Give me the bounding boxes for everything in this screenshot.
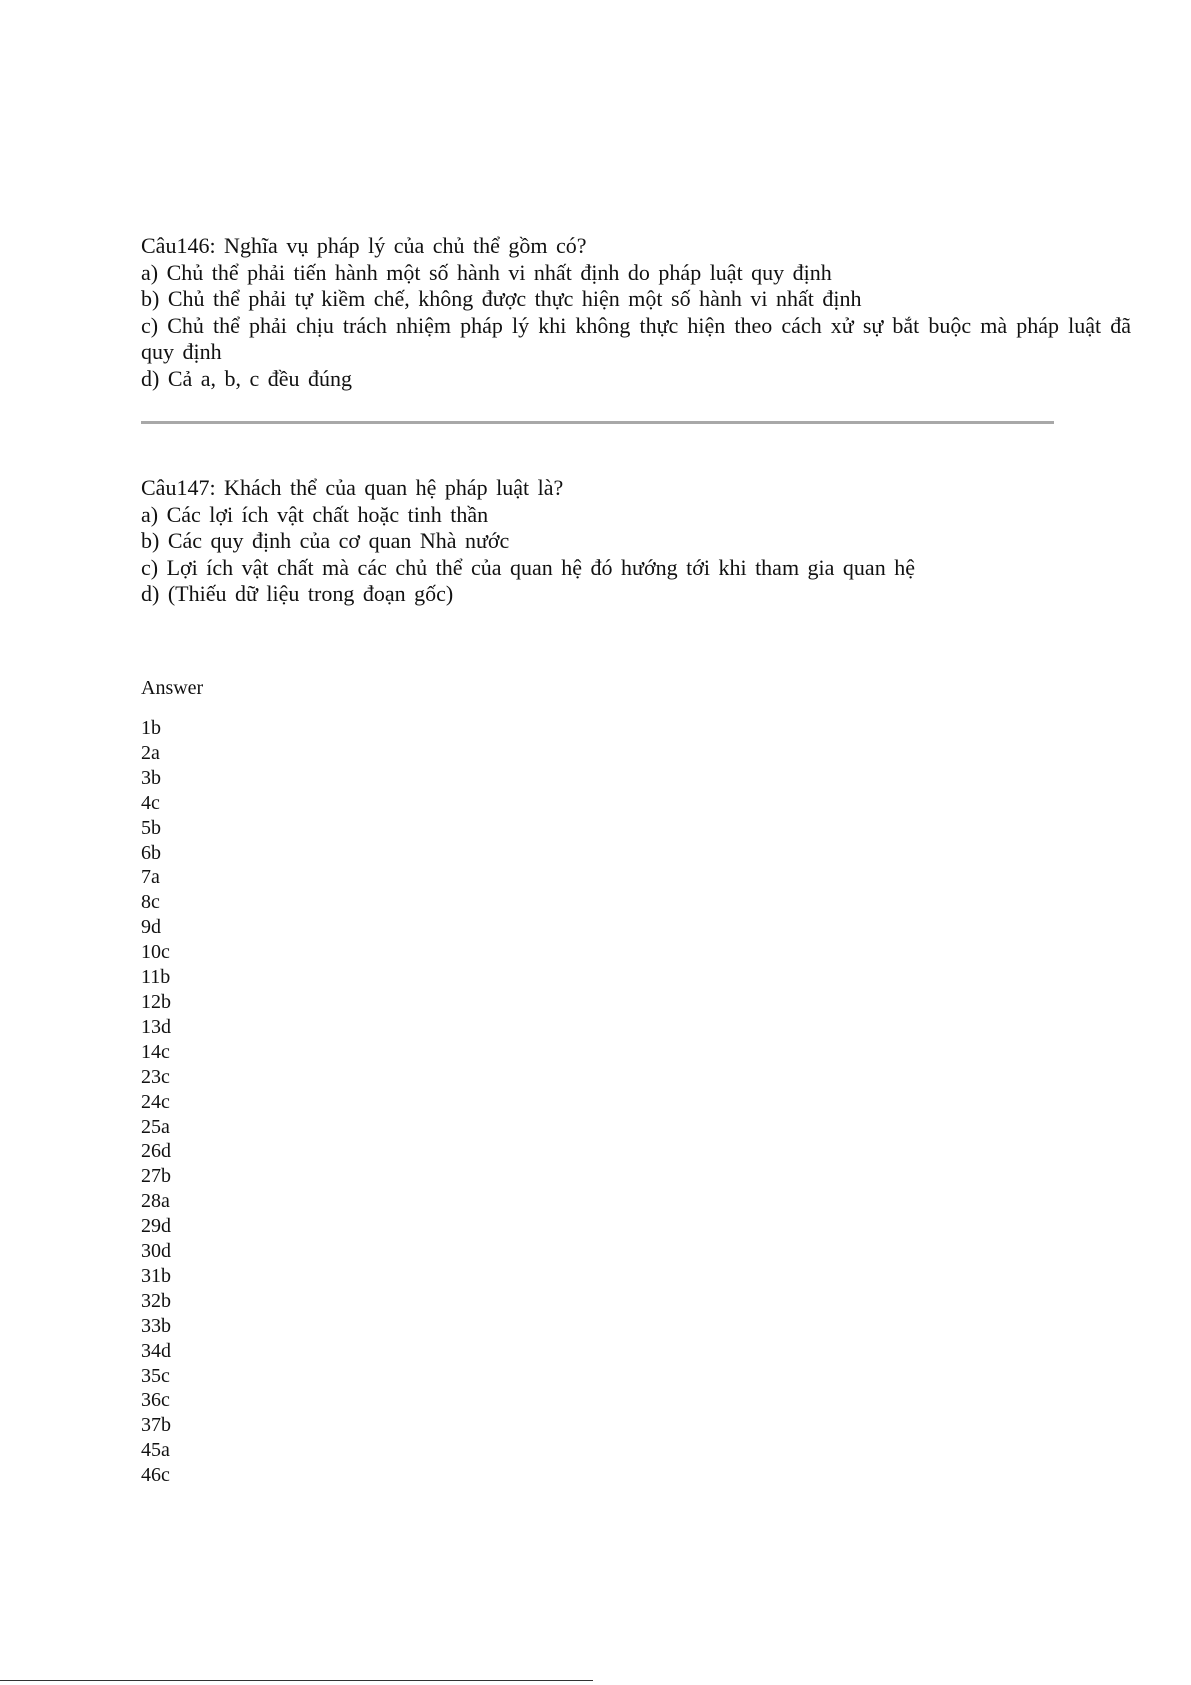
answer-key-item: 29d (141, 1215, 171, 1238)
answer-key-list (141, 716, 171, 1488)
answer-option-a: a) Chủ thể phải tiến hành một số hành vi nhất định do pháp luật quy định (141, 259, 832, 285)
answer-key-item: 34d (141, 1339, 171, 1362)
answer-key-item: 5b (141, 816, 161, 839)
answer-key-item: 26d (141, 1140, 171, 1163)
question-146 (141, 233, 1131, 392)
answer-key-item: 6b (141, 841, 161, 864)
question-147 (141, 475, 1131, 608)
answer-key-item: 9d (141, 916, 161, 939)
answer-key-item: 11b (141, 966, 171, 989)
answer-key-item: 35c (141, 1364, 170, 1387)
answer-key-item: 3b (141, 766, 161, 789)
answer-key-item: 33b (141, 1314, 171, 1337)
answer-key-item: 36c (141, 1389, 170, 1412)
answer-key-item: 25a (141, 1115, 170, 1138)
answer-key-item: 30d (141, 1240, 171, 1263)
answer-key-item: 12b (141, 990, 171, 1013)
answer-option-c: c) Lợi ích vật chất mà các chủ thể của quan hệ đó hướng tới khi tham gia quan hệ (141, 554, 915, 580)
answer-option-a: a) Các lợi ích vật chất hoặc tinh thần (141, 501, 489, 527)
answer-option-c: c) Chủ thể phải chịu trách nhiệm pháp lý khi không thực hiện theo cách xử sự bắt buộc mà pháp luật đã quy định (141, 312, 1131, 364)
answer-key-item: 37b (141, 1414, 171, 1437)
answer-option-b: b) Các quy định của cơ quan Nhà nước (141, 528, 510, 553)
answer-key-item: 28a (141, 1190, 170, 1213)
answer-key-item: 4c (141, 791, 160, 814)
answer-key-item: 1b (141, 717, 161, 739)
answer-key-item: 8c (141, 891, 160, 914)
answer-heading: Answer (141, 677, 204, 699)
answer-key-item: 24c (141, 1090, 170, 1113)
answer-key-item: 7a (141, 866, 160, 889)
answer-key-item: 10c (141, 941, 170, 964)
answer-key-item: 13d (141, 1015, 171, 1038)
question-stem: Câu147: Khách thể của quan hệ pháp luật là? (141, 475, 564, 500)
footer-rule (0, 1680, 593, 1681)
answer-key-item: 46c (141, 1464, 170, 1487)
answer-key-item: 32b (141, 1289, 171, 1312)
question-stem: Câu146: Nghĩa vụ pháp lý của chủ thể gồm có? (141, 233, 587, 258)
answer-key-item: 45a (141, 1439, 170, 1462)
answer-key-item: 27b (141, 1165, 171, 1188)
answer-option-d: d) (Thiếu dữ liệu trong đoạn gốc) (141, 581, 454, 606)
answer-key-item: 31b (141, 1264, 171, 1287)
answer-key-item: 2a (141, 741, 160, 764)
answer-option-b: b) Chủ thể phải tự kiềm chế, không được thực hiện một số hành vi nhất định (141, 286, 862, 311)
answer-key-item: 23c (141, 1065, 170, 1088)
horizontal-divider (141, 421, 1054, 424)
answer-key-item: 14c (141, 1040, 170, 1063)
answer-option-d: d) Cả a, b, c đều đúng (141, 365, 353, 391)
